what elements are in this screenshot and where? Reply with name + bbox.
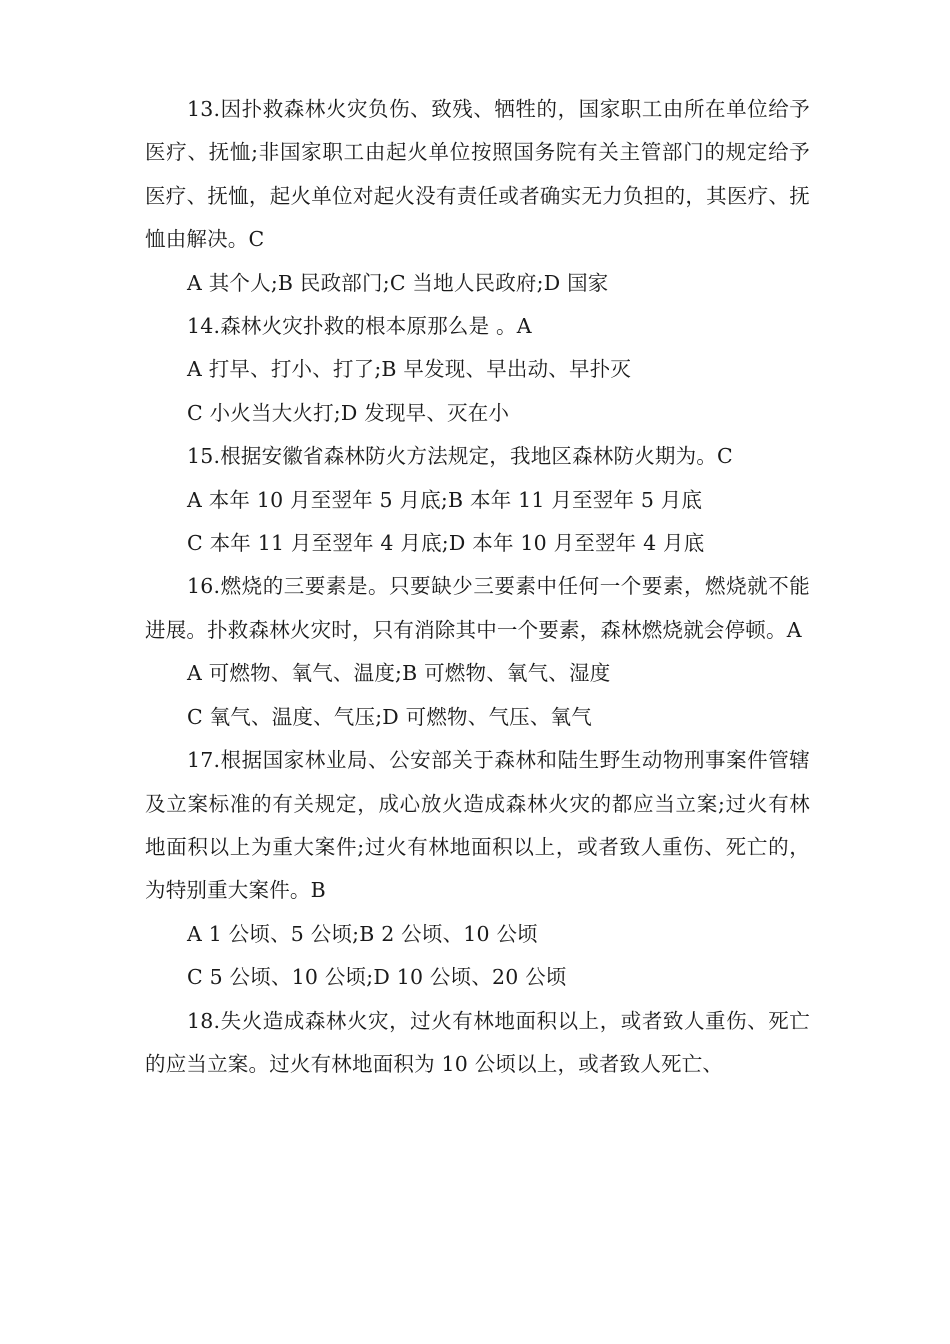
question-15: 15.根据安徽省森林防火方法规定，我地区森林防火期为。C bbox=[187, 444, 733, 469]
question-17-options-cd: C 5 公顷、10 公顷;D 10 公顷、20 公顷 bbox=[187, 965, 567, 990]
document-page bbox=[145, 88, 810, 1086]
question-14-options-ab: A 打早、打小、打了;B 早发现、早出动、早扑灭 bbox=[187, 357, 632, 382]
question-16-options-ab: A 可燃物、氧气、温度;B 可燃物、氧气、湿度 bbox=[187, 661, 611, 686]
question-15-options-ab: A 本年 10 月至翌年 5 月底;B 本年 11 月至翌年 5 月底 bbox=[187, 487, 703, 512]
question-13: 13.因扑救森林火灾负伤、致残、牺牲的，国家职工由所在单位给予医疗、抚恤;非国家职工由起火单位按照国务院有关主管部门的规定给予医疗、抚恤，起火单位对起火没有责任或者确实无力负担的，其医疗、抚恤由解决。C bbox=[145, 97, 810, 252]
question-16: 16.燃烧的三要素是。只要缺少三要素中任何一个要素，燃烧就不能进展。扑救森林火灾时，只有消除其中一个要素，森林燃烧就会停顿。A bbox=[145, 574, 810, 642]
question-13-options: A 其个人;B 民政部门;C 当地人民政府;D 国家 bbox=[187, 270, 609, 295]
question-15-options-cd: C 本年 11 月至翌年 4 月底;D 本年 10 月至翌年 4 月底 bbox=[187, 531, 705, 556]
question-18: 18.失火造成森林火灾，过火有林地面积以上，或者致人重伤、死亡的应当立案。过火有林地面积为 10 公顷以上，或者致人死亡、 bbox=[145, 1008, 810, 1076]
question-16-options-cd: C 氧气、温度、气压;D 可燃物、气压、氧气 bbox=[187, 704, 592, 729]
question-17-options-ab: A 1 公顷、5 公顷;B 2 公顷、10 公顷 bbox=[187, 921, 538, 946]
question-17: 17.根据国家林业局、公安部关于森林和陆生野生动物刑事案件管辖及立案标准的有关规定，成心放火造成森林火灾的都应当立案;过火有林地面积以上为重大案件;过火有林地面积以上，或者致人重伤、死亡的，为特别重大案件。B bbox=[145, 748, 810, 903]
question-14-options-cd: C 小火当大火打;D 发现早、灭在小 bbox=[187, 400, 510, 425]
question-14: 14.森林火灾扑救的根本原那么是 。A bbox=[187, 314, 532, 339]
